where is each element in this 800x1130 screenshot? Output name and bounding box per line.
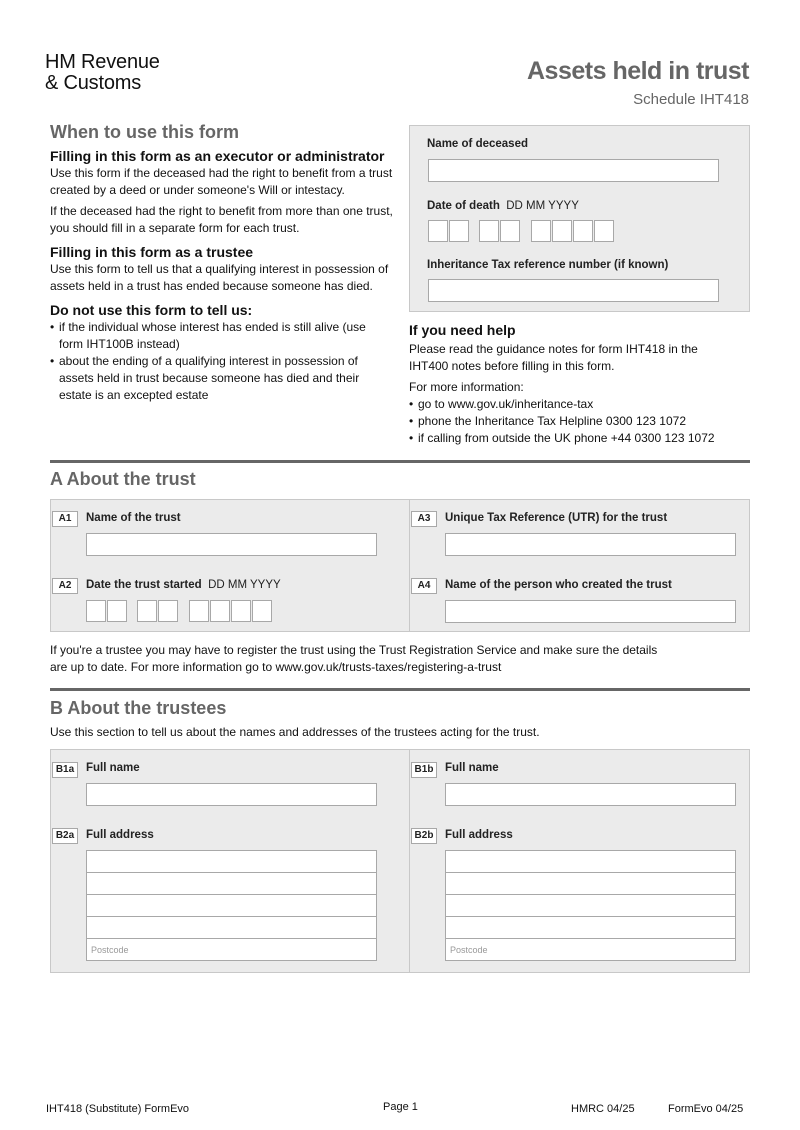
trust-start-label-text: Date the trust started <box>86 579 202 591</box>
footer-hmrc-version: HMRC 04/25 <box>571 1103 635 1115</box>
date-digit-box[interactable] <box>189 600 209 622</box>
date-digit-box[interactable] <box>210 600 230 622</box>
logo-line-1: HM Revenue <box>45 51 160 73</box>
trustee-paragraph: Use this form to tell us that a qualifying interest in possession of assets held in a trust has ended because someone has died. <box>50 262 389 293</box>
question-number: B2a <box>52 828 78 844</box>
date-digit-box[interactable] <box>252 600 272 622</box>
date-digit-box[interactable] <box>107 600 127 622</box>
date-digit-box[interactable] <box>158 600 178 622</box>
question-number: A2 <box>52 578 78 594</box>
trust-creator-label: Name of the person who created the trust <box>445 579 672 591</box>
address-line-input[interactable] <box>445 872 736 895</box>
help-more-info: For more information: <box>409 380 524 394</box>
address-line-input[interactable] <box>86 916 377 939</box>
postcode-input[interactable]: Postcode <box>86 938 377 961</box>
date-digit-box[interactable] <box>137 600 157 622</box>
logo-line-2: & Customs <box>45 72 142 94</box>
date-digit-box[interactable] <box>500 220 520 242</box>
date-digit-box[interactable] <box>552 220 572 242</box>
form-title: Assets held in trust <box>527 57 749 85</box>
trustee-2-name-input[interactable] <box>445 783 736 806</box>
footer-form-id: IHT418 (Substitute) FormEvo <box>46 1103 190 1115</box>
deceased-name-label: Name of deceased <box>427 138 528 150</box>
date-digit-box[interactable] <box>573 220 593 242</box>
donot-list <box>50 319 380 404</box>
executor-paragraph-2: If the deceased had the right to benefit from more than one trust, you should fill in a separate form for each trust. <box>50 204 393 235</box>
utr-label: Unique Tax Reference (UTR) for the trust <box>445 512 668 524</box>
section-a-heading: A About the trust <box>50 469 196 489</box>
date-digit-box[interactable] <box>428 220 448 242</box>
section-b-heading: B About the trustees <box>50 698 227 718</box>
list-item: • phone the Inheritance Tax Helpline 0300 123 1072 <box>409 413 749 430</box>
section-b-divider <box>50 688 750 691</box>
address-line-input[interactable] <box>445 894 736 917</box>
trustee-heading: Filling in this form as a trustee <box>50 244 254 260</box>
date-digit-box[interactable] <box>86 600 106 622</box>
donot-heading: Do not use this form to tell us: <box>50 302 253 318</box>
deceased-panel <box>409 125 750 312</box>
panel-divider <box>409 750 410 972</box>
date-of-death-label-text: Date of death <box>427 200 500 212</box>
date-digit-box[interactable] <box>449 220 469 242</box>
form-subtitle: Schedule IHT418 <box>633 91 749 108</box>
address-line-input[interactable] <box>445 850 736 873</box>
question-number: A1 <box>52 511 78 527</box>
question-number: A3 <box>411 511 437 527</box>
address-line-input[interactable] <box>445 916 736 939</box>
date-of-death-label <box>427 200 579 212</box>
date-format-hint: DD MM YYYY <box>506 200 579 212</box>
utr-input[interactable] <box>445 533 736 556</box>
deceased-name-input[interactable] <box>428 159 719 182</box>
trust-registration-note: If you're a trustee you may have to register the trust using the Trust Registration Service and make sure the details are up to date. For more information go to www.gov.uk/trusts-taxes/registering-a-trust <box>50 643 658 674</box>
intro-heading: When to use this form <box>50 122 239 142</box>
trustee-2-name-label: Full name <box>445 762 499 774</box>
panel-divider <box>409 500 410 631</box>
footer-page-number: Page 1 <box>383 1101 418 1113</box>
list-item: • if calling from outside the UK phone +44 0300 123 1072 <box>409 430 749 447</box>
date-digit-box[interactable] <box>531 220 551 242</box>
section-a-panel <box>50 499 750 632</box>
date-digit-box[interactable] <box>594 220 614 242</box>
date-format-hint: DD MM YYYY <box>208 579 281 591</box>
date-digit-box[interactable] <box>479 220 499 242</box>
iht-reference-input[interactable] <box>428 279 719 302</box>
question-number: B1b <box>411 762 437 778</box>
hmrc-logo <box>45 52 160 94</box>
executor-heading: Filling in this form as an executor or administrator <box>50 148 385 164</box>
question-number: A4 <box>411 578 437 594</box>
section-b-panel <box>50 749 750 973</box>
question-number: B1a <box>52 762 78 778</box>
trustee-2-address-label: Full address <box>445 829 513 841</box>
list-item: • about the ending of a qualifying interest in possession of assets held in trust because someone has died and their estate is an excepted estate <box>50 353 380 404</box>
footer-formevo-version: FormEvo 04/25 <box>668 1103 744 1115</box>
trust-start-label <box>86 579 281 591</box>
address-line-input[interactable] <box>86 872 377 895</box>
question-number: B2b <box>411 828 437 844</box>
help-section <box>409 322 749 447</box>
address-line-input[interactable] <box>86 894 377 917</box>
trust-creator-input[interactable] <box>445 600 736 623</box>
trustee-1-name-label: Full name <box>86 762 140 774</box>
list-item: • go to www.gov.uk/inheritance-tax <box>409 396 749 413</box>
intro-column <box>50 122 400 404</box>
section-a-divider <box>50 460 750 463</box>
help-heading: If you need help <box>409 322 516 338</box>
date-of-death-input <box>428 220 618 244</box>
help-list <box>409 396 749 447</box>
trust-start-date-input <box>86 600 276 624</box>
trustee-2-address-input <box>445 850 736 966</box>
list-item: • if the individual whose interest has ended is still alive (use form IHT100B instead) <box>50 319 380 353</box>
trustee-1-address-label: Full address <box>86 829 154 841</box>
trust-name-label: Name of the trust <box>86 512 181 524</box>
section-b-intro: Use this section to tell us about the names and addresses of the trustees acting for the trust. <box>50 725 540 739</box>
date-digit-box[interactable] <box>231 600 251 622</box>
executor-paragraph-1: Use this form if the deceased had the right to benefit from a trust created by a deed or under someone's Will or intestacy. <box>50 166 393 197</box>
trustee-1-address-input <box>86 850 377 966</box>
trustee-1-name-input[interactable] <box>86 783 377 806</box>
postcode-input[interactable]: Postcode <box>445 938 736 961</box>
help-paragraph: Please read the guidance notes for form IHT418 in the IHT400 notes before filling in this form. <box>409 342 698 373</box>
trust-name-input[interactable] <box>86 533 377 556</box>
address-line-input[interactable] <box>86 850 377 873</box>
iht-reference-label: Inheritance Tax reference number (if known) <box>427 259 669 271</box>
